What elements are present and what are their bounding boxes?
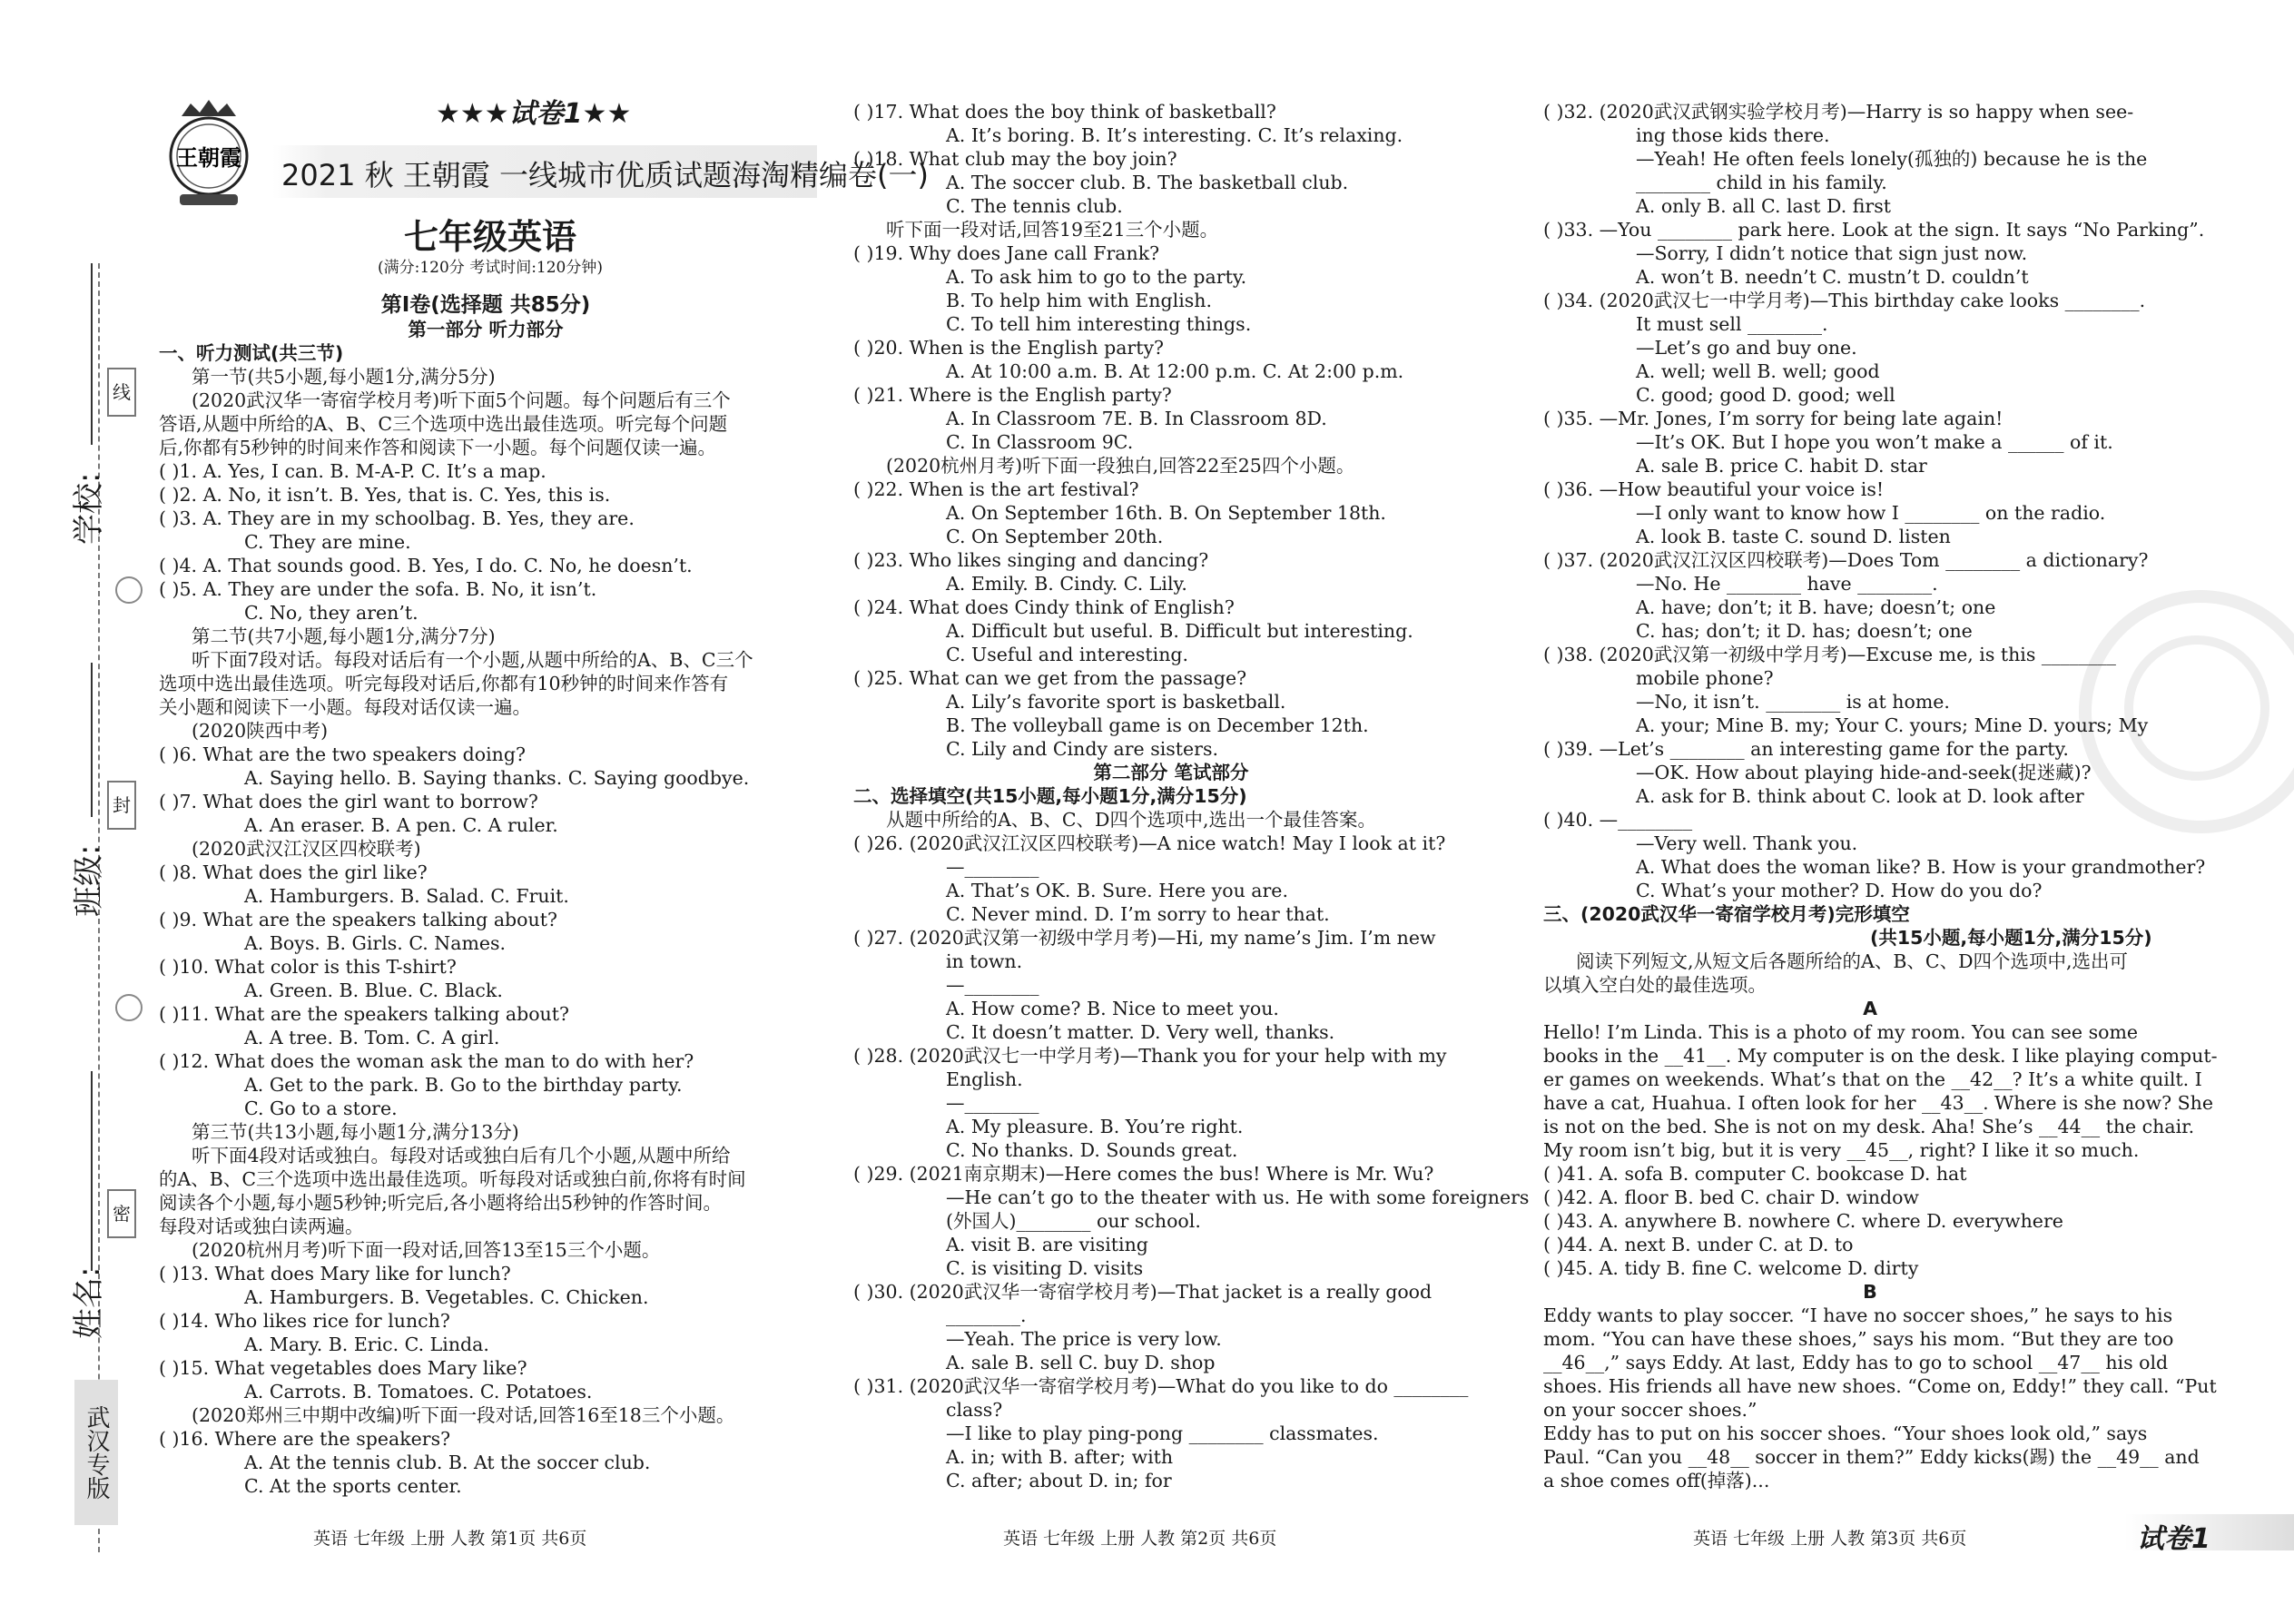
question-cont: ________. [946,1304,1027,1326]
instruction: 选项中选出最佳选项。听完每段对话后,你都有10秒钟的时间来作答有 [159,673,729,694]
question-cont: —It’s OK. But I hope you won’t make a ______ of it. [1636,431,2113,453]
option: C. good; good D. good; well [1636,384,1895,406]
option: C. In Classroom 9C. [946,431,1134,453]
question-cont: —He can’t go to the theater with us. He with some foreigners [946,1186,1530,1208]
binding-hole [115,994,143,1021]
option: A. That’s OK. B. Sure. Here you are. [946,880,1288,901]
question-cont: —I like to play ping-pong ________ classmates. [946,1422,1379,1444]
series-title: 2021 秋 王朝霞 一线城市优质试题海淘精编卷(一) [281,158,929,192]
question: ( )22. When is the art festival? [853,478,1139,500]
question: ( )31. (2020武汉华一寄宿学校月考)—What do you like to do ________ [853,1375,1469,1397]
question: ( )33. —You ________ park here. Look at the sign. It says “No Parking”. [1543,219,2205,241]
question: ( )4. A. That sounds good. B. Yes, I do. C. No, he doesn’t. [159,555,693,576]
class-label: 班级: [71,844,107,917]
question-cont: —Very well. Thank you. [1636,832,1858,854]
option: A. It’s boring. B. It’s interesting. C. It’s relaxing. [946,124,1403,146]
question: ( )43. A. anywhere B. nowhere C. where D. everywhere [1543,1210,2063,1232]
passage-line: have a cat, Huahua. I often look for her __43__. Where is she now? She [1543,1092,2213,1114]
option: C. They are mine. [244,531,411,553]
instruction: 答语,从题中所给的A、B、C三个选项中选出最佳选项。听完每个问题 [159,413,728,435]
part-heading: 第二部分 笔试部分 [1093,762,1249,783]
option: A. in; with B. after; with [946,1446,1174,1468]
page-footer-2: 英语 七年级 上册 人教 第2页 共6页 [1003,1529,1277,1549]
option: A. Lily’s favorite sport is basketball. [946,691,1286,713]
answer-blank: —________ [946,856,1039,878]
question: ( )13. What does Mary like for lunch? [159,1263,511,1284]
section-heading: 第Ⅰ卷(选择题 共85分) [380,293,591,317]
question-cont: —OK. How about playing hide-and-seek(捉迷藏)? [1636,762,2092,783]
option: C. No thanks. D. Sounds great. [946,1139,1238,1161]
option: C. What’s your mother? D. How do you do? [1636,880,2043,901]
passage-line: is not on the bed. She is not on my desk. Aha! She’s __44__ the chair. [1543,1116,2195,1137]
question-cont: —No. He ________ have ________. [1636,573,1938,595]
passage-line: mom. “You can have these shoes,” says his mom. “But they are too [1543,1328,2174,1350]
option: A. your; Mine B. my; Your C. yours; Mine D. yours; My [1636,714,2149,736]
option: A. How come? B. Nice to meet you. [946,998,1279,1019]
question: ( )41. A. sofa B. computer C. bookcase D. hat [1543,1163,1967,1185]
passage-line: Eddy wants to play soccer. “I have no soccer shoes,” he says to his [1543,1304,2173,1326]
name-field[interactable] [91,1071,93,1271]
source-note: 听下面一段对话,回答19至21三个小题。 [886,219,1219,241]
seal-char-2: 封 [107,781,136,830]
question: ( )7. What does the girl want to borrow? [159,791,538,812]
option: A. visit B. are visiting [946,1234,1148,1255]
instruction: 关小题和阅读下一小题。每段对话仅读一遍。 [159,696,531,718]
option: A. What does the woman like? B. How is your grandmother? [1636,856,2206,878]
instruction: 阅读下列短文,从短文后各题所给的A、B、C、D四个选项中,选出可 [1576,950,2129,972]
question: ( )12. What does the woman ask the man to do with her? [159,1050,694,1072]
option: A. Hamburgers. B. Vegetables. C. Chicken. [244,1286,649,1308]
instruction: 每段对话或独白读两遍。 [159,1216,364,1237]
option: A. Boys. B. Girls. C. Names. [244,932,507,954]
option: C. after; about D. in; for [946,1470,1172,1491]
option: C. To tell him interesting things. [946,313,1252,335]
passage-line: on your soccer shoes.” [1543,1399,1757,1421]
question: ( )37. (2020武汉江汉区四校联考)—Does Tom ________ a dictionary? [1543,549,2149,571]
option: A. Get to the park. B. Go to the birthday party. [244,1074,683,1096]
instruction: 听下面4段对话或独白。每段对话或独白后有几个小题,从题中所给 [192,1145,731,1166]
question: ( )44. A. next B. under C. at D. to [1543,1234,1854,1255]
option: A. Hamburgers. B. Salad. C. Fruit. [244,885,569,907]
paper-corner-tag [2124,1514,2294,1555]
option: A. sale B. price C. habit D. star [1636,455,1927,477]
binding-gutter [0,0,136,1624]
option: C. Go to a store. [244,1097,398,1119]
question-cont: mobile phone? [1636,667,1774,689]
passage-line: er games on weekends. What’s that on the __42__? It’s a white quilt. I [1543,1068,2202,1090]
brand-logo [163,100,254,209]
option: A. The soccer club. B. The basketball club. [946,172,1349,193]
passage-line: Eddy has to put on his soccer shoes. “Your shoes look old,” says [1543,1422,2148,1444]
question: ( )25. What can we get from the passage? [853,667,1247,689]
region-badge: 武汉专版 [74,1380,118,1525]
option: B. The volleyball game is on December 12th. [946,714,1369,736]
option: C. Useful and interesting. [946,644,1189,665]
watermark-stamp-inner [2124,635,2269,781]
option: C. The tennis club. [946,195,1123,217]
question: ( )15. What vegetables does Mary like? [159,1357,527,1379]
option: A. Mary. B. Eric. C. Linda. [244,1334,489,1355]
option: A. Green. B. Blue. C. Black. [244,979,503,1001]
option: C. Never mind. D. I’m sorry to hear that. [946,903,1330,925]
answer-blank: —________ [946,1092,1039,1114]
passage-line: My room isn’t big, but it is very __45__, right? I like it so much. [1543,1139,2140,1161]
question: ( )40. —________ [1543,809,1693,831]
question: ( )6. What are the two speakers doing? [159,743,526,765]
exam-meta: (满分:120分 考试时间:120分钟) [377,259,604,277]
question-cont: (外国人)________ our school. [946,1210,1201,1232]
passage-line: a shoe comes off(掉落)... [1543,1470,1770,1491]
section-score: (共15小题,每小题1分,满分15分) [1870,927,2152,949]
option: A. well; well B. well; good [1636,360,1880,382]
question: ( )14. Who likes rice for lunch? [159,1310,450,1332]
option: A. To ask him to go to the party. [946,266,1247,288]
instruction: 的A、B、C三个选项中选出最佳选项。听每段对话或独白前,你将有时间 [159,1168,746,1190]
question: ( )42. A. floor B. bed C. chair D. window [1543,1186,1919,1208]
question: ( )11. What are the speakers talking about? [159,1003,569,1025]
section-heading: 三、(2020武汉华一寄宿学校月考)完形填空 [1543,903,1910,925]
question-cont: English. [946,1068,1023,1090]
subsection: 第二节(共7小题,每小题1分,满分7分) [192,625,496,647]
page-footer-1: 英语 七年级 上册 人教 第1页 共6页 [313,1529,587,1549]
question: ( )20. When is the English party? [853,337,1165,359]
option: C. It doesn’t matter. D. Very well, thanks. [946,1021,1335,1043]
question-cont: in town. [946,950,1023,972]
subsection: 第三节(共13小题,每小题1分,满分13分) [192,1121,519,1143]
question: ( )34. (2020武汉七一中学月考)—This birthday cake looks ________. [1543,290,2146,311]
option: C. Lily and Cindy are sisters. [946,738,1219,760]
subject-title: 七年级英语 [403,217,576,257]
question: ( )8. What does the girl like? [159,861,428,883]
section-heading: 二、选择填空(共15小题,每小题1分,满分15分) [853,785,1247,807]
option: A. At 10:00 a.m. B. At 12:00 p.m. C. At 2:00 p.m. [946,360,1404,382]
option: A. only B. all C. last D. first [1636,195,1891,217]
instruction: (2020武汉华一寄宿学校月考)听下面5个问题。每个问题后有三个 [192,389,731,411]
instruction: 从题中所给的A、B、C、D四个选项中,选出一个最佳答案。 [886,809,1377,831]
option: A. In Classroom 7E. B. In Classroom 8D. [946,408,1327,429]
passage-line: __46__,” says Eddy. At last, Eddy has to go to school __47__ his old [1543,1352,2169,1373]
option: C. has; don’t; it D. has; doesn’t; one [1636,620,1973,642]
passage-line: Paul. “Can you __48__ soccer in them?” Eddy kicks(踢) the __49__ and [1543,1446,2200,1468]
question: ( )45. A. tidy B. fine C. welcome D. dirty [1543,1257,1919,1279]
passage-label: B [1863,1281,1877,1303]
passage-label: A [1863,998,1877,1019]
question-cont: —Yeah! He often feels lonely(孤独的) because he is the [1636,148,2148,170]
source-note: (2020武汉江汉区四校联考) [192,838,421,860]
question-cont: It must sell ________. [1636,313,1828,335]
part-heading: 第一部分 听力部分 [408,319,564,340]
option: A. won’t B. needn’t C. mustn’t D. couldn’t [1636,266,2029,288]
source-note: (2020杭州月考)听下面一段独白,回答22至25四个小题。 [886,455,1355,477]
question: ( )17. What does the boy think of basketball? [853,101,1276,123]
question-cont: —No, it isn’t. ________ is at home. [1636,691,1950,713]
option: C. At the sports center. [244,1475,462,1497]
question: ( )23. Who likes singing and dancing? [853,549,1209,571]
option: A. At the tennis club. B. At the soccer club. [244,1452,651,1473]
question: ( )18. What club may the boy join? [853,148,1177,170]
option: C. is visiting D. visits [946,1257,1144,1279]
passage-line: Hello! I’m Linda. This is a photo of my room. You can see some [1543,1021,2139,1043]
source-note: (2020陕西中考) [192,720,329,742]
question: ( )30. (2020武汉华一寄宿学校月考)—That jacket is a really good [853,1281,1433,1303]
question-cont: ________ child in his family. [1636,172,1887,193]
option: A. ask for B. think about C. look at D. look after [1636,785,2084,807]
option: A. have; don’t; it B. have; doesn’t; one [1636,596,1996,618]
instruction: 以填入空白处的最佳选项。 [1543,974,1767,996]
question: ( )10. What color is this T-shirt? [159,956,457,978]
passage-line: shoes. His friends all have new shoes. “Come on, Eddy!” they call. “Put [1543,1375,2217,1397]
question: ( )28. (2020武汉七一中学月考)—Thank you for your help with my [853,1045,1447,1067]
subsection: 第一节(共5小题,每小题1分,满分5分) [192,366,496,388]
series-banner [272,145,929,198]
school-label: 学校: [71,472,107,545]
option: A. A tree. B. Tom. C. A girl. [244,1027,500,1048]
option: C. On September 20th. [946,526,1164,547]
question-cont: —Yeah. The price is very low. [946,1328,1222,1350]
binding-hole [115,576,143,604]
question: ( )39. —Let’s ________ an interesting game for the party. [1543,738,2069,760]
option: A. An eraser. B. A pen. C. A ruler. [244,814,558,836]
school-field[interactable] [91,263,93,445]
instruction: 后,你都有5秒钟的时间来作答和阅读下一小题。每个问题仅读一遍。 [159,437,717,458]
passage-line: books in the __41__. My computer is on the desk. I like playing comput- [1543,1045,2218,1067]
question-cont: class? [946,1399,1003,1421]
question: ( )35. —Mr. Jones, I’m sorry for being late again! [1543,408,2004,429]
option: A. Emily. B. Cindy. C. Lily. [946,573,1187,595]
option: A. Saying hello. B. Saying thanks. C. Saying goodbye. [244,767,750,789]
source-note: (2020郑州三中期中改编)听下面一段对话,回答16至18三个小题。 [192,1404,735,1426]
question: ( )5. A. They are under the sofa. B. No, it isn’t. [159,578,597,600]
option: A. look B. taste C. sound D. listen [1636,526,1951,547]
logo-text: 王朝霞 [176,144,241,171]
seal-char-3: 密 [107,1189,136,1238]
instruction: 听下面7段对话。每段对话后有一个小题,从题中所给的A、B、C三个 [192,649,753,671]
question: ( )36. —How beautiful your voice is! [1543,478,1885,500]
question: ( )21. Where is the English party? [853,384,1172,406]
section-heading: 一、听力测试(共三节) [159,342,344,364]
question-cont: —I only want to know how I ________ on the radio. [1636,502,2106,524]
class-field[interactable] [91,663,93,817]
name-label: 姓名: [71,1266,107,1339]
question: ( )29. (2021南京期末)—Here comes the bus! Where is Mr. Wu? [853,1163,1434,1185]
question-cont: ing those kids there. [1636,124,1830,146]
question: ( )27. (2020武汉第一初级中学月考)—Hi, my name’s Jim. I’m new [853,927,1436,949]
question: ( )3. A. They are in my schoolbag. B. Yes, they are. [159,507,635,529]
instruction: 阅读各个小题,每小题5秒钟;听完后,各小题将给出5秒钟的作答时间。 [159,1192,723,1214]
question: ( )1. A. Yes, I can. B. M-A-P. C. It’s a map. [159,460,546,482]
corner-tag-text: 试卷1 [2137,1523,2210,1555]
option: A. My pleasure. B. You’re right. [946,1116,1244,1137]
question: ( )26. (2020武汉江汉区四校联考)—A nice watch! May I look at it? [853,832,1446,854]
page-footer-3: 英语 七年级 上册 人教 第3页 共6页 [1693,1529,1967,1549]
question-cont: —Let’s go and buy one. [1636,337,1857,359]
option: A. On September 16th. B. On September 18th. [946,502,1386,524]
question-cont: —Sorry, I didn’t notice that sign just now. [1636,242,2028,264]
question: ( )9. What are the speakers talking about? [159,909,557,930]
question: ( )24. What does Cindy think of English? [853,596,1235,618]
question: ( )19. Why does Jane call Frank? [853,242,1160,264]
seal-char-1: 线 [107,368,136,417]
paper-number-tag: ★★★试卷1★★ [436,98,632,130]
option: A. Difficult but useful. B. Difficult but interesting. [946,620,1413,642]
source-note: (2020杭州月考)听下面一段对话,回答13至15三个小题。 [192,1239,661,1261]
option: A. Carrots. B. Tomatoes. C. Potatoes. [244,1381,593,1403]
answer-blank: —________ [946,974,1039,996]
question: ( )38. (2020武汉第一初级中学月考)—Excuse me, is this ________ [1543,644,2116,665]
option: B. To help him with English. [946,290,1212,311]
option: C. No, they aren’t. [244,602,418,624]
option: A. sale B. sell C. buy D. shop [946,1352,1216,1373]
question: ( )2. A. No, it isn’t. B. Yes, that is. C. Yes, this is. [159,484,611,506]
question: ( )32. (2020武汉武钢实验学校月考)—Harry is so happy when see- [1543,101,2134,123]
question: ( )16. Where are the speakers? [159,1428,451,1450]
